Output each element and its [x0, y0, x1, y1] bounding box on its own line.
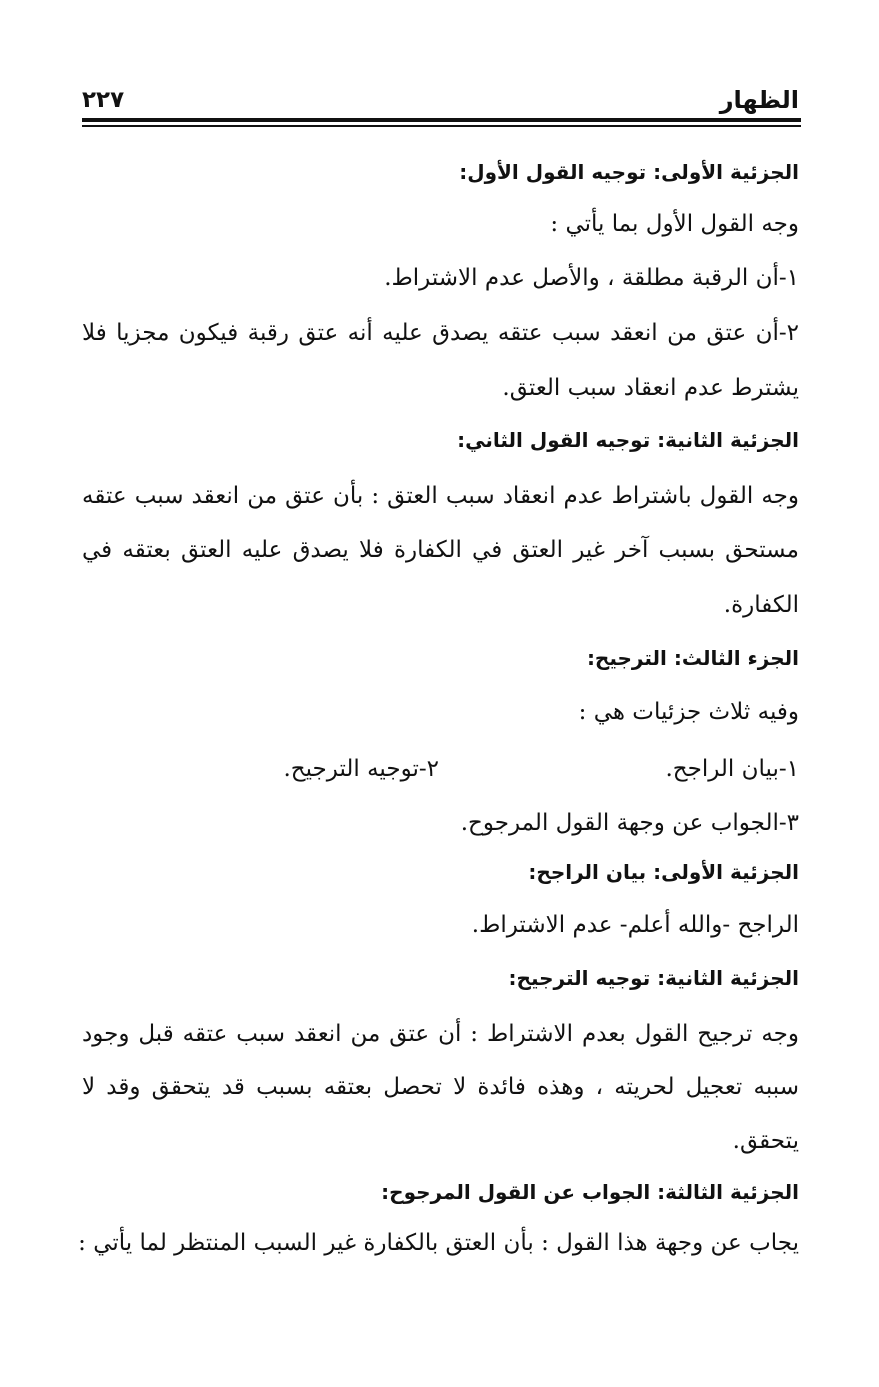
subheading-preferred: الجزئية الأولى: بيان الراجح:: [528, 860, 799, 884]
paragraph-line: مستحق بسبب آخر غير العتق في الكفارة فلا يصدق عليه العتق بعتقه في: [82, 537, 799, 563]
subheading-first-opinion: الجزئية الأولى: توجيه القول الأول:: [459, 160, 799, 184]
paragraph-line: وجه ترجيح القول بعدم الاشتراط : أن عتق من انعقد سبب عتقه قبل وجود: [82, 1021, 799, 1047]
page-header: [82, 82, 799, 118]
list-item-2: ٢-توجيه الترجيح.: [283, 756, 439, 782]
header-rule-thick: [82, 118, 801, 122]
chapter-title: الظهار: [719, 86, 799, 114]
list-item-2: ٢-أن عتق من انعقد سبب عتقه يصدق عليه أنه عتق رقبة فيكون مجزيا فلا: [82, 320, 799, 346]
paragraph-line: يجاب عن وجهة هذا القول : بأن العتق بالكفارة غير السبب المنتظر لما يأتي :: [78, 1230, 799, 1256]
list-item-3: ٣-الجواب عن وجهة القول المرجوح.: [460, 810, 799, 836]
paragraph-line: وجه القول باشتراط عدم انعقاد سبب العتق : بأن عتق من انعقد سبب عتقه: [82, 483, 799, 509]
paragraph-line: يشترط عدم انعقاد سبب العتق.: [502, 375, 799, 401]
paragraph-line: سببه تعجيل لحريته ، وهذه فائدة لا تحصل بعتقه بسبب قد يتحقق وقد لا: [82, 1074, 799, 1100]
section-heading-preference: الجزء الثالث: الترجيح:: [586, 646, 799, 670]
list-item-1: ١-بيان الراجح.: [665, 756, 799, 782]
list-item-1: ١-أن الرقبة مطلقة ، والأصل عدم الاشتراط.: [384, 265, 799, 291]
paragraph-line: الكفارة.: [723, 592, 799, 618]
subheading-second-opinion: الجزئية الثانية: توجيه القول الثاني:: [457, 428, 799, 452]
header-rule-thin: [82, 125, 801, 127]
paragraph-line: وجه القول الأول بما يأتي :: [550, 211, 799, 237]
page-number: ٢٢٧: [82, 87, 125, 113]
subheading-justification: الجزئية الثانية: توجيه الترجيح:: [508, 966, 799, 990]
subheading-response: الجزئية الثالثة: الجواب عن القول المرجوح:: [381, 1180, 799, 1204]
paragraph-line: يتحقق.: [732, 1128, 799, 1154]
paragraph-line: الراجح -والله أعلم- عدم الاشتراط.: [471, 912, 799, 938]
paragraph-line: وفيه ثلاث جزئيات هي :: [578, 699, 799, 725]
